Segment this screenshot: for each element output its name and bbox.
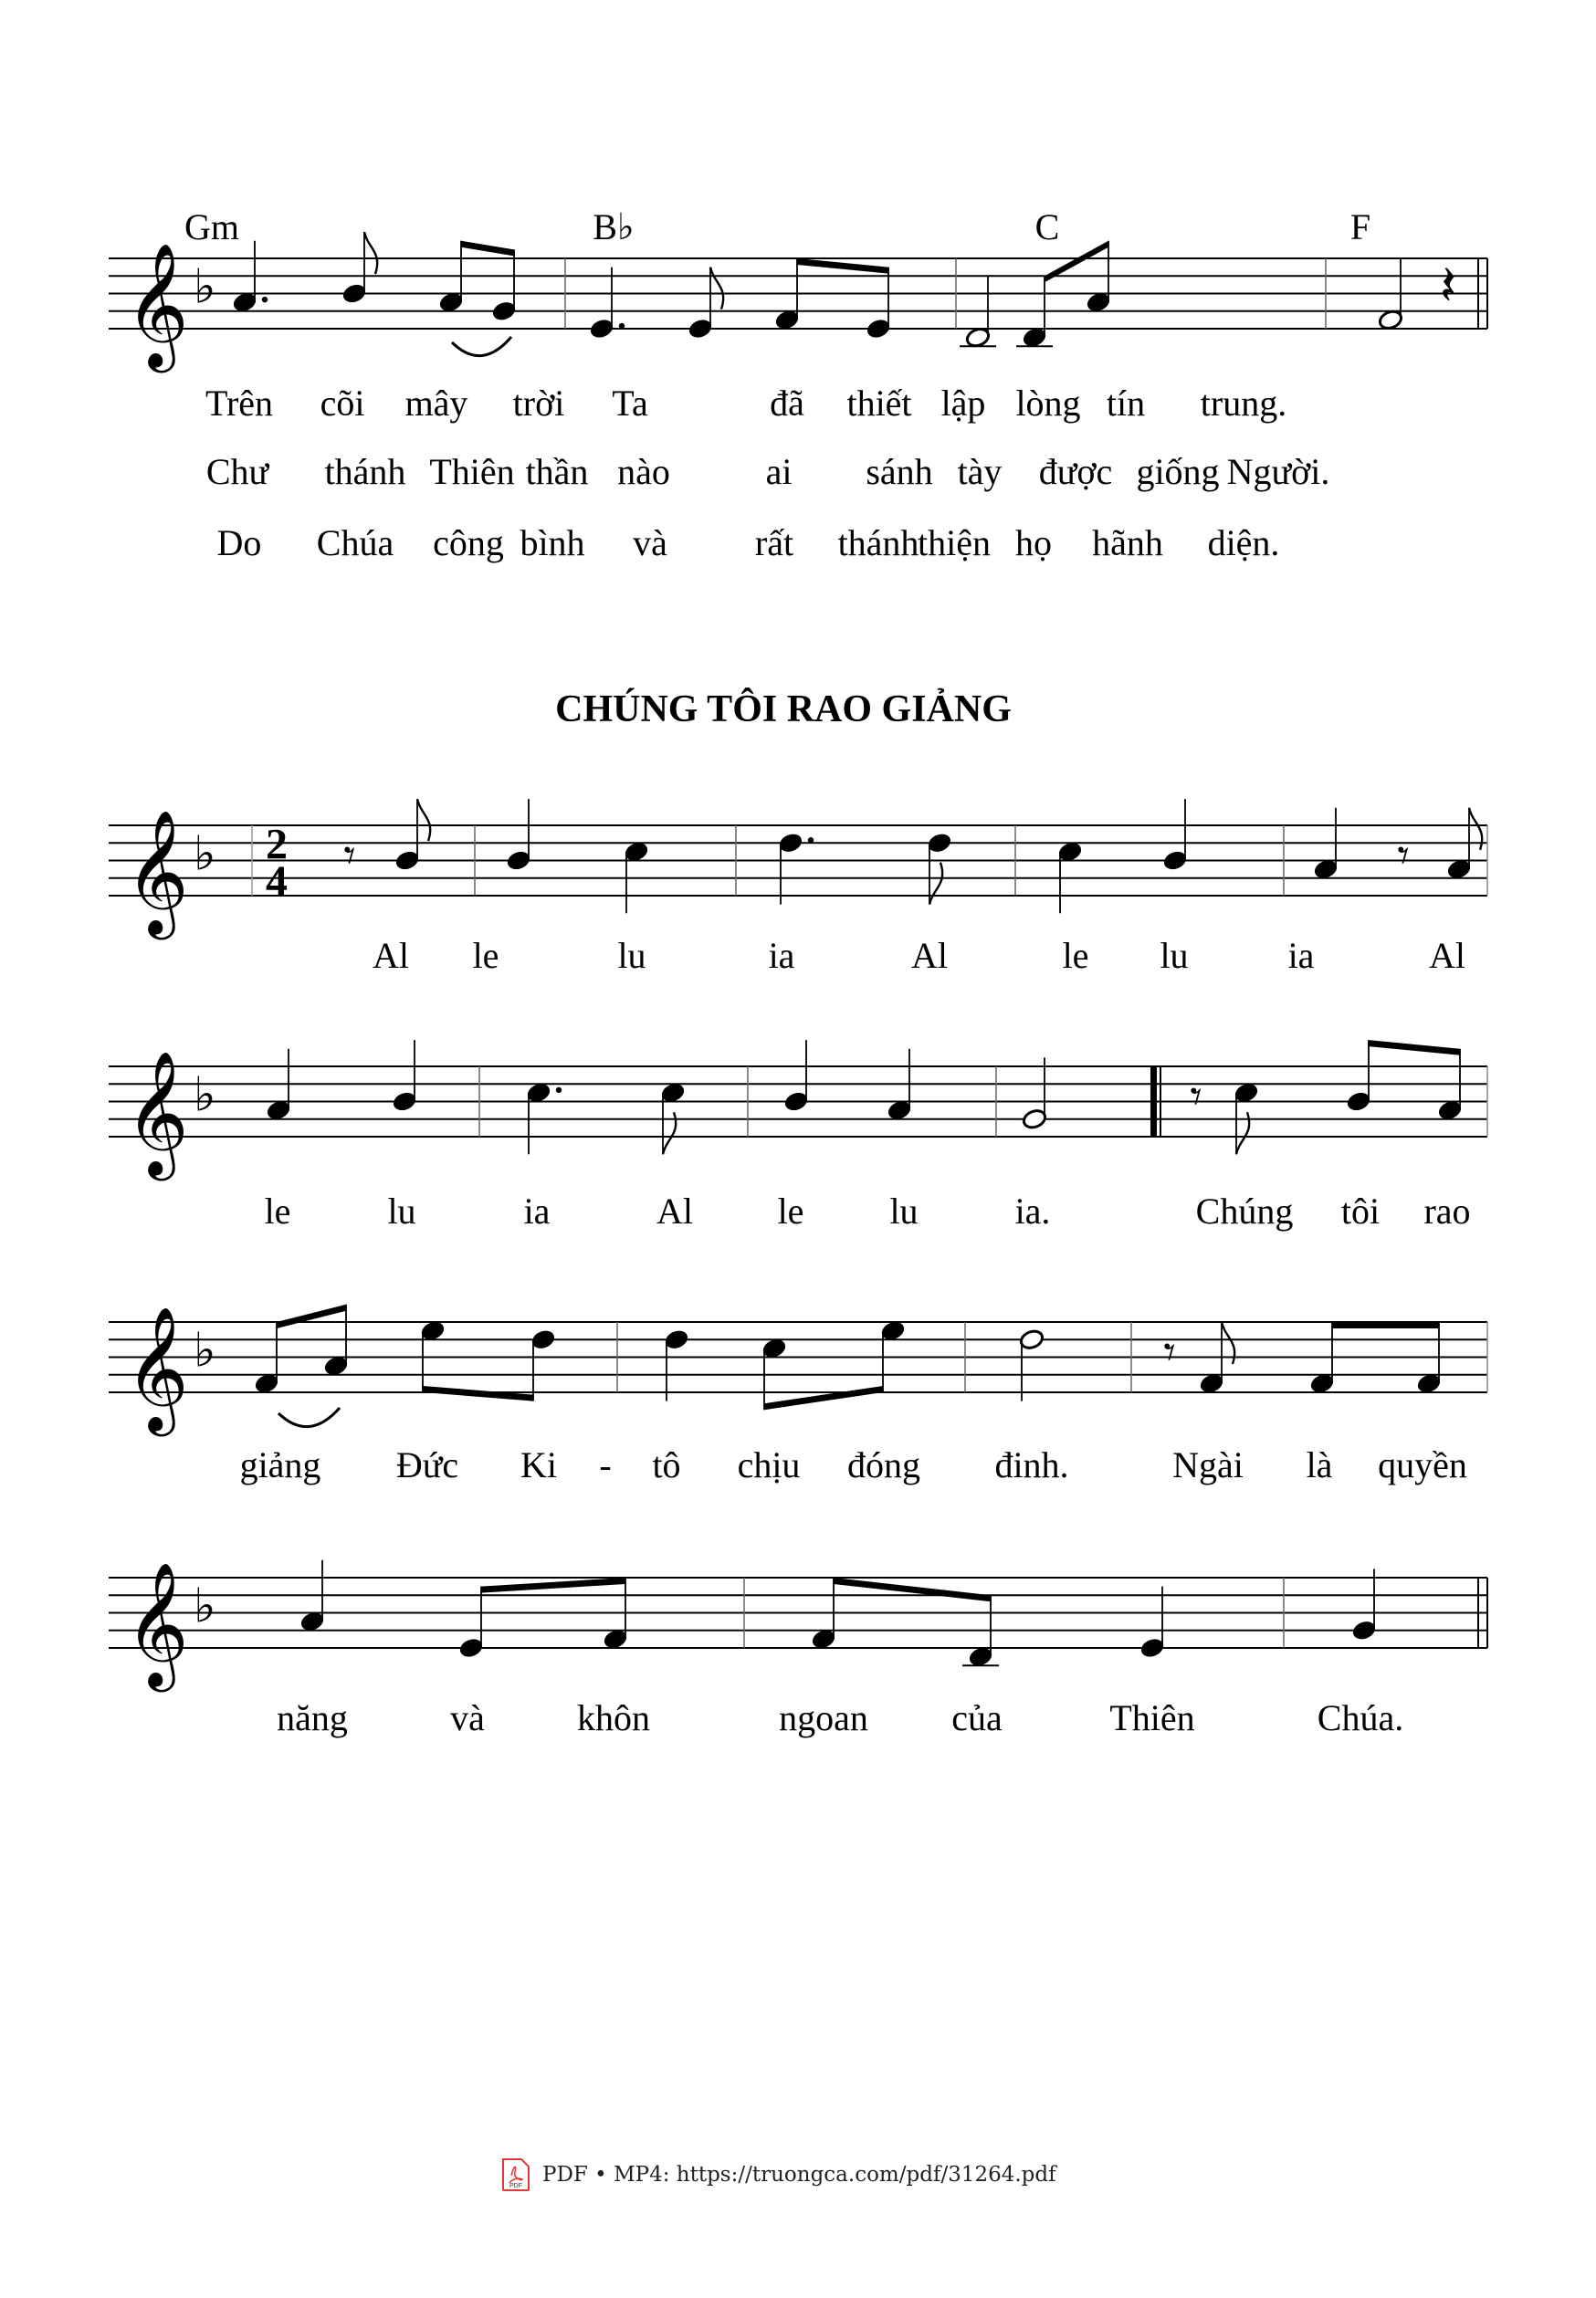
beam	[1369, 1040, 1460, 1055]
flat-key-signature-icon: ♭	[194, 259, 216, 315]
chord-symbol: Gm	[184, 206, 239, 247]
lyric-syllable: le	[1062, 935, 1089, 976]
lyric-syllable: rao	[1423, 1191, 1471, 1232]
footer-text[interactable]: PDF • MP4: https://truongca.com/pdf/31264.pdf	[542, 2163, 1056, 2187]
flat-key-signature-icon: ♭	[194, 1323, 216, 1379]
beam	[481, 1578, 625, 1593]
note-head	[1351, 1619, 1378, 1642]
lyric-syllable: thiện	[918, 522, 991, 563]
flag	[929, 863, 942, 905]
lyric-syllable: Người.	[1226, 451, 1330, 492]
repeat-barline	[1150, 1066, 1157, 1137]
note-head	[341, 282, 368, 305]
lyric-syllable: Chúng	[1195, 1191, 1294, 1232]
lyric-syllable: lập	[940, 383, 986, 424]
lyric-syllable: le	[777, 1191, 804, 1232]
lyric-syllable: bình	[520, 522, 585, 563]
slur	[278, 1408, 340, 1427]
treble-clef-icon: 𝄞	[125, 1049, 189, 1175]
lyric-syllable: tô	[652, 1444, 681, 1485]
flag	[364, 232, 377, 274]
lyric-syllable: ai	[765, 451, 793, 492]
lyric-syllable: và	[450, 1697, 485, 1738]
pdf-file-icon	[500, 2157, 531, 2192]
lyric-syllable: lu	[617, 935, 646, 976]
system-2	[109, 799, 1487, 976]
lyric-syllable: của	[951, 1697, 1003, 1738]
treble-clef-icon: 𝄞	[125, 1305, 189, 1431]
lyric-syllable: Al	[911, 935, 948, 976]
eighth-rest-icon: 𝄾	[1397, 829, 1410, 883]
lyric-syllable: Al	[373, 935, 409, 976]
note-head	[1346, 1090, 1372, 1113]
lyric-syllable: họ	[1015, 522, 1052, 563]
lyric-syllable: giảng	[239, 1444, 321, 1485]
beam	[1332, 1322, 1439, 1328]
lyric-syllable: lòng	[1015, 383, 1081, 424]
treble-clef-icon: 𝄞	[125, 241, 189, 367]
eighth-rest-icon: 𝄾	[343, 829, 356, 883]
lyric-syllable: lu	[387, 1191, 416, 1232]
beam	[834, 1578, 991, 1601]
note-head	[664, 1328, 690, 1351]
augmentation-dot	[556, 1087, 562, 1093]
lyric-syllable: Al	[656, 1191, 693, 1232]
lyric-syllable: Ta	[612, 383, 648, 424]
slur	[452, 337, 511, 356]
note-head	[783, 1090, 810, 1113]
lyric-syllable: Chúa.	[1317, 1697, 1404, 1738]
flat-key-signature-icon: ♭	[194, 826, 216, 882]
treble-clef-icon: 𝄞	[125, 808, 189, 934]
note-head	[394, 849, 421, 872]
footer-link[interactable]	[500, 2156, 1056, 2193]
eighth-rest-icon: 𝄾	[1190, 1070, 1202, 1124]
note-head	[927, 832, 953, 855]
system-4	[109, 1305, 1487, 1485]
treble-clef-icon: 𝄞	[125, 1560, 189, 1686]
lyric-syllable: công	[433, 522, 504, 563]
lyric-syllable: Al	[1429, 935, 1465, 976]
lyric-syllable: khôn	[577, 1697, 650, 1738]
lyric-syllable: được	[1038, 451, 1113, 492]
beam	[764, 1386, 883, 1410]
lyric-syllable: mây	[404, 383, 468, 424]
score-layer	[109, 206, 1487, 1738]
lyric-syllable: là	[1306, 1444, 1333, 1485]
note-head	[1162, 849, 1189, 872]
lyric-syllable: đóng	[847, 1444, 920, 1485]
lyric-syllable: giống	[1136, 451, 1220, 492]
lyric-syllable: le	[264, 1191, 291, 1232]
pdf-icon-label: PDF	[509, 2183, 522, 2189]
lyric-syllable: thánh	[837, 522, 919, 563]
lyric-syllable: le	[472, 935, 499, 976]
note-head	[866, 318, 892, 341]
note-head	[1019, 1328, 1045, 1351]
lyric-syllable: đã	[770, 383, 804, 424]
system-3	[109, 1040, 1487, 1232]
beam	[461, 241, 514, 257]
note-head	[688, 318, 714, 341]
lyric-syllable: Do	[216, 522, 262, 563]
note-head	[1022, 1107, 1048, 1130]
flat-key-signature-icon: ♭	[194, 1579, 216, 1634]
lyric-syllable: Chúa	[316, 522, 394, 563]
lyric-syllable: năng	[277, 1697, 348, 1738]
lyric-syllable: tày	[957, 451, 1003, 492]
note-head	[491, 299, 518, 322]
lyric-syllable: trung.	[1200, 383, 1287, 424]
lyric-syllable: và	[633, 522, 667, 563]
lyric-syllable: cõi	[320, 383, 365, 424]
lyric-syllable: ngoan	[779, 1697, 868, 1738]
chord-symbol: F	[1349, 206, 1371, 247]
beam	[797, 258, 888, 274]
lyric-syllable: Ngài	[1172, 1444, 1244, 1485]
time-signature-top: 2	[266, 820, 288, 869]
song-title: CHÚNG TÔI RAO GIẢNG	[555, 688, 1012, 730]
lyric-syllable: thánh	[324, 451, 406, 492]
chord-symbol: B♭	[593, 206, 635, 247]
note-head	[506, 849, 532, 872]
note-head	[1139, 1637, 1166, 1660]
lyric-syllable: lu	[1160, 935, 1189, 976]
note-head	[392, 1090, 418, 1113]
lyric-syllable: tín	[1106, 383, 1146, 424]
eighth-rest-icon: 𝄾	[1163, 1326, 1176, 1380]
lyric-syllable: -	[599, 1444, 612, 1485]
time-signature-bottom: 4	[266, 857, 288, 906]
note-head	[778, 832, 804, 855]
lyric-syllable: thần	[525, 451, 589, 492]
lyric-syllable: Ki	[520, 1444, 557, 1485]
lyric-syllable: hãnh	[1092, 522, 1163, 563]
lyric-syllable: ia	[523, 1191, 551, 1232]
flag	[417, 799, 430, 841]
lyric-syllable: Thiên	[1109, 1697, 1195, 1738]
note-head	[589, 318, 615, 341]
quarter-rest-icon: 𝄽	[1439, 254, 1457, 319]
flag	[710, 268, 723, 310]
flat-key-signature-icon: ♭	[194, 1067, 216, 1123]
lyric-syllable: quyền	[1378, 1444, 1467, 1485]
augmentation-dot	[619, 323, 625, 329]
lyric-syllable: thiết	[846, 383, 912, 424]
lyric-syllable: tôi	[1340, 1191, 1381, 1232]
lyric-syllable: trời	[512, 383, 565, 424]
beam	[277, 1305, 346, 1328]
augmentation-dot	[262, 297, 268, 302]
note-head	[530, 1328, 557, 1351]
chord-symbol: C	[1034, 206, 1060, 247]
lyric-syllable: chịu	[737, 1444, 801, 1485]
lyric-syllable: ia.	[1014, 1191, 1051, 1232]
lyric-syllable: rất	[754, 522, 794, 563]
lyric-syllable: Chư	[205, 451, 269, 492]
lyric-syllable: đinh.	[994, 1444, 1069, 1485]
lyric-syllable: Thiên	[429, 451, 515, 492]
system-5	[109, 1560, 1487, 1738]
lyric-syllable: nào	[617, 451, 670, 492]
lyric-syllable: sánh	[866, 451, 933, 492]
augmentation-dot	[808, 837, 814, 843]
system-1	[109, 206, 1487, 563]
lyric-syllable: Trên	[205, 383, 274, 424]
note-head	[458, 1637, 485, 1660]
lyric-syllable: lu	[889, 1191, 919, 1232]
lyric-syllable: Đức	[395, 1444, 459, 1485]
lyric-syllable: diện.	[1207, 522, 1280, 563]
lyric-syllable: ia	[768, 935, 795, 976]
beam	[423, 1386, 533, 1401]
lyric-syllable: ia	[1287, 935, 1315, 976]
